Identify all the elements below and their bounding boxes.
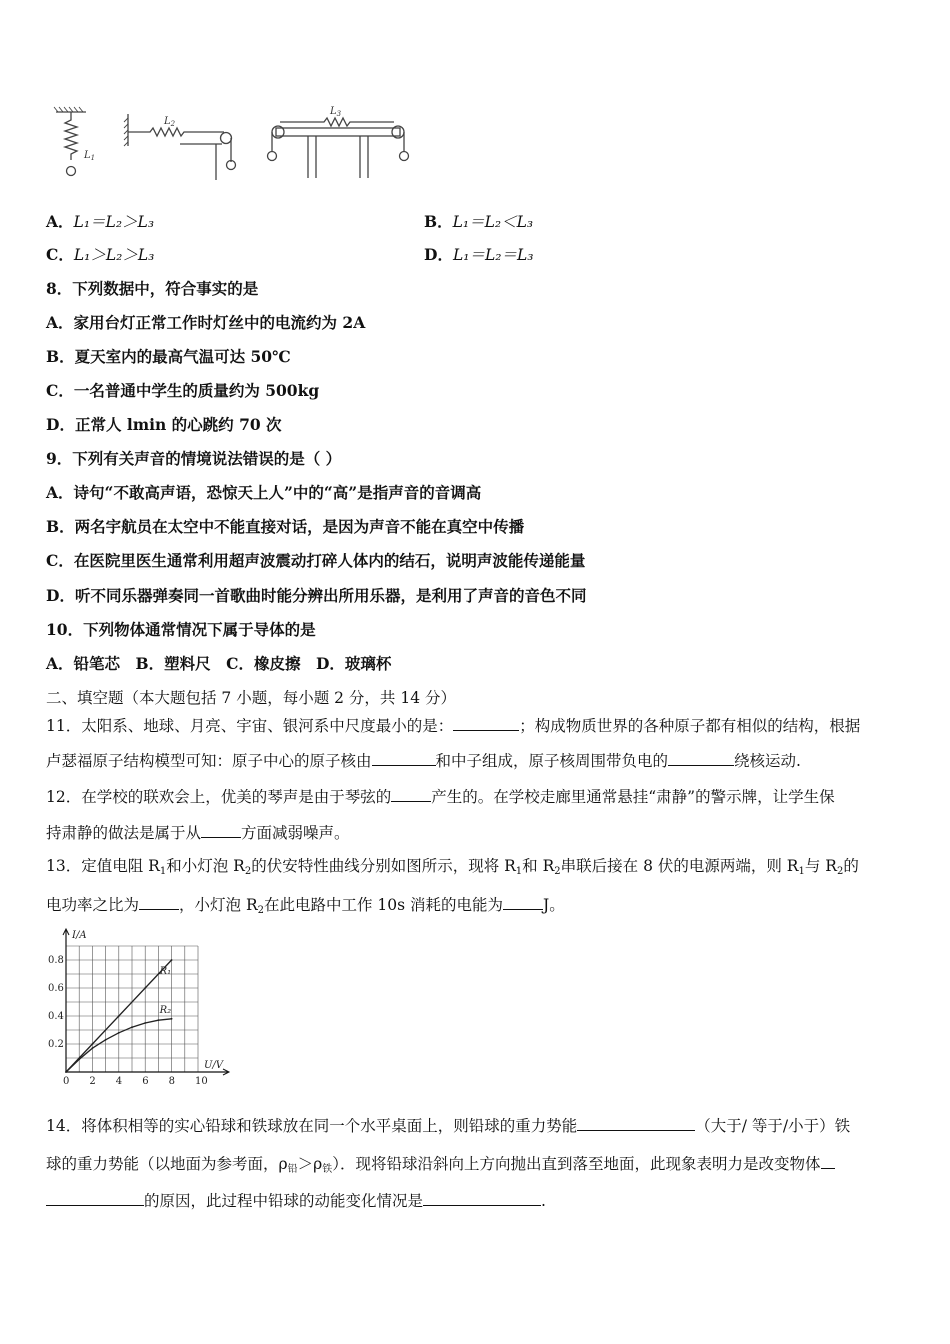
label-l3: $L_3$ [330,106,342,118]
q10-options[interactable]: A．铅笔芯 B．塑料尺 C．橡皮擦 D．玻璃杯 [46,654,392,673]
series-point-r2 [131,1026,133,1028]
q13-blank-1[interactable] [139,893,179,910]
q7-option-b[interactable]: B．L₁＝L₂＜L₃ [424,212,534,231]
q12-line-1 [46,785,835,807]
q14-text-4: ＞ρ [297,1155,323,1173]
q12-text-1: 12．在学校的联欢会上，优美的琴声是由于琴弦的 [46,788,392,806]
q14-blank-3[interactable] [423,1189,541,1206]
q9-option-d[interactable]: D．听不同乐器弹奏同一首歌曲时能分辨出所用乐器，是利用了声音的音色不同 [46,586,587,605]
q14-blank-2b[interactable] [46,1189,144,1206]
q13-blank-2[interactable] [503,893,543,910]
q13-text-10: 在此电路中工作 10s 消耗的电能为 [264,896,504,914]
q14-text-6: 的原因，此过程中铅球的动能变化情况是 [144,1192,424,1210]
spring-l3-diagram [268,118,409,178]
q13-text-5: 串联后接在 8 伏的电源两端，则 R [560,857,799,875]
spring-l2-diagram [124,114,236,180]
series-point-r2 [171,1018,173,1020]
q13-sub-r1a: 1 [159,866,167,877]
label-l1: $L_1$ [84,150,96,162]
q13-text-2: 和小灯泡 R [166,857,245,875]
q8-option-d[interactable]: D．正常人 lmin 的心跳约 70 次 [46,415,282,434]
x-tick-label: 6 [142,1076,149,1086]
q14-text-1: 14．将体积相等的实心铅球和铁球放在同一个水平桌面上，则铅球的重力势能 [46,1117,578,1135]
q12-text-2: 产生的。在学校走廊里通常悬挂“肃静”的警示牌，让学生保 [431,788,835,806]
q13-text-1: 13．定值电阻 R [46,857,160,875]
q13-sub-r2d: 2 [257,905,264,916]
series-point-r2 [158,1019,160,1021]
q11-line-2 [46,749,801,771]
q14-sub-lead: 铅 [287,1164,298,1175]
series-point-r2 [78,1059,80,1061]
q14-text-3: 球的重力势能（以地面为参考面，ρ [46,1155,288,1173]
q14-line-3 [46,1189,546,1211]
q7-option-row-1 [46,212,534,232]
q12-blank-2[interactable] [201,821,241,838]
q13-sub-r2b: 2 [554,866,561,877]
q13-text-11: J。 [543,896,565,914]
series-point-r2 [105,1039,107,1041]
series-point-r2 [118,1032,120,1034]
y-tick-label: 0.2 [48,1039,64,1050]
q10-stem: 10．下列物体通常情况下属于导体的是 [46,620,316,639]
q11-blank-1[interactable] [453,714,519,731]
x-tick-label: 0 [63,1076,70,1086]
q7-option-a[interactable]: A．L₁＝L₂＞L₃ [46,212,155,231]
q13-line-1 [46,856,859,876]
q14-text-7: . [541,1192,546,1210]
y-axis-label: I/A [72,930,87,941]
q13-text-9: ，小灯泡 R [179,896,258,914]
q9-option-c[interactable]: C．在医院里医生通常利用超声波震动打碎人体内的结石，说明声波能传递能量 [46,551,586,570]
y-tick-label: 0.4 [48,1011,64,1022]
x-tick-label: 2 [89,1076,96,1086]
q9-stem: 9．下列有关声音的情境说法错误的是（ ） [46,449,342,468]
q11-text-4: 和中子组成，原子核周围带负电的 [435,752,669,770]
q12-blank-1[interactable] [391,785,431,802]
q13-text-8: 电功率之比为 [46,896,140,914]
q13-sub-r1c: 1 [798,866,805,877]
q11-blank-3[interactable] [668,749,734,766]
section-2-heading: 二、填空题（本大题包括 7 小题，每小题 2 分，共 14 分） [46,689,457,707]
q13-text-6: 与 R [804,857,837,875]
series-point-r2 [144,1022,146,1024]
y-tick-label: 0.8 [48,955,64,966]
q13-sub-r2a: 2 [244,866,252,877]
q7-option-d[interactable]: D．L₁＝L₂＝L₃ [424,245,534,264]
q8-stem: 8．下列数据中，符合事实的是 [46,279,259,298]
q9-option-b[interactable]: B．两名宇航员在太空中不能直接对话，是因为声音不能在真空中传播 [46,517,525,536]
q14-blank-2a[interactable] [821,1152,835,1169]
q7-option-row-2 [46,245,534,265]
q7-option-c[interactable]: C．L₁＞L₂＞L₃ [46,245,155,264]
q13-sub-r1b: 1 [515,866,523,877]
q13-sub-r2c: 2 [836,866,844,877]
series-point-r1 [118,1015,120,1017]
spring-l1-diagram [54,107,86,176]
q11-line-1 [46,714,860,736]
q11-text-5: 绕核运动. [734,752,801,770]
series-point-r1 [144,987,146,989]
q14-line-2 [46,1152,835,1174]
series-point-r1 [171,959,173,961]
x-axis-label: U/V [204,1060,224,1071]
iv-characteristic-chart [46,926,236,1086]
series-point-r1 [92,1043,94,1045]
q14-text-5: ）．现将铅球沿斜向上方向抛出直到落至地面，此现象表明力是改变物体 [332,1155,821,1173]
q13-text-7: 的 [843,857,859,875]
spring-length-diagram [50,100,420,182]
q11-text-3: 卢瑟福原子结构模型可知：原子中心的原子核由 [46,752,372,770]
q13-text-4: 和 R [522,857,555,875]
x-tick-label: 4 [115,1076,123,1086]
q12-text-3: 持肃静的做法是属于从 [46,824,202,842]
q12-line-2 [46,821,350,843]
q12-text-4: 方面减弱噪声。 [241,824,350,842]
y-tick-label: 0.6 [48,983,64,994]
series-label-r1: R₁ [159,966,172,977]
q13-line-2 [46,893,565,915]
q8-option-c[interactable]: C．一名普通中学生的质量约为 500kg [46,381,320,400]
q8-option-b[interactable]: B．夏天室内的最高气温可达 50℃ [46,347,291,366]
x-tick-label: 10 [195,1076,208,1086]
series-point-r2 [65,1071,67,1073]
q13-text-3: 的伏安特性曲线分别如图所示，现将 R [251,857,516,875]
q14-text-2: （大于/ 等于/小于）铁 [695,1117,851,1135]
q11-text-1: 11．太阳系、地球、月亮、宇宙、银河系中尺度最小的是： [46,717,454,735]
q9-option-a[interactable]: A．诗句“不敢高声语，恐惊天上人”中的“高”是指声音的音调高 [46,483,482,502]
q8-option-a[interactable]: A．家用台灯正常工作时灯丝中的电流约为 2A [46,313,366,332]
series-label-r2: R₂ [159,1004,172,1016]
q14-sub-iron: 铁 [322,1164,333,1175]
q14-blank-1[interactable] [577,1114,695,1131]
q11-blank-2[interactable] [372,749,436,766]
series-point-r2 [92,1047,94,1049]
q14-line-1 [46,1114,850,1136]
label-l2: $L_2$ [164,116,176,128]
x-tick-label: 8 [168,1076,175,1086]
q11-text-2: ；构成物质世界的各种原子都有相似的结构，根据 [519,717,861,735]
